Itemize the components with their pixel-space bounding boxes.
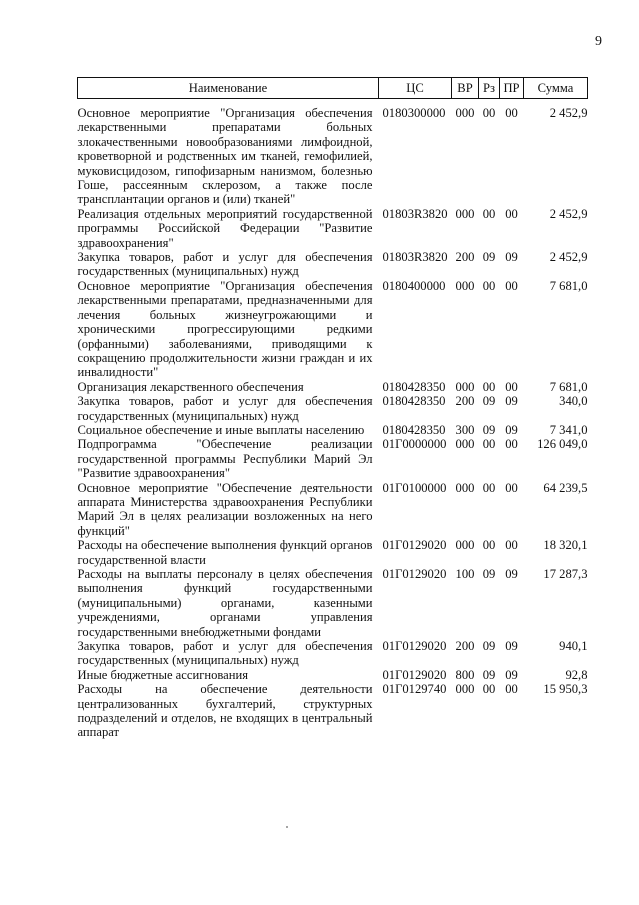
cell-vr: 000 bbox=[455, 379, 475, 394]
cell-cs: 0180400000 bbox=[382, 278, 446, 293]
header-sum: Сумма bbox=[524, 78, 588, 99]
table-row bbox=[78, 668, 588, 682]
cell-rz: 00 bbox=[482, 379, 496, 394]
table-row bbox=[78, 538, 588, 567]
cell-name: Расходы на обеспечение деятельности централизованных бухгалтерий, структурных подразделений и отделов, не входящих в центральный аппарат bbox=[77, 682, 373, 740]
table-header-row bbox=[78, 78, 588, 99]
cell-pr: 00 bbox=[505, 538, 518, 553]
cell-rz: 09 bbox=[482, 567, 496, 581]
cell-pr: 00 bbox=[505, 206, 518, 221]
cell-name: Закупка товаров, работ и услуг для обеспечения государственных (муниципальных) нужд bbox=[77, 250, 373, 279]
cell-pr: 00 bbox=[505, 682, 518, 697]
header-pr: ПР bbox=[500, 78, 524, 99]
cell-cs: 0180428350 bbox=[382, 379, 446, 394]
table-row bbox=[78, 380, 588, 394]
cell-name: Реализация отдельных мероприятий государственной программы Российской Федерации "Развитие здравоохранения" bbox=[77, 206, 373, 250]
cell-sum: 15 950,3 bbox=[543, 682, 588, 697]
cell-cs: 01Г0129020 bbox=[382, 538, 447, 553]
cell-sum: 17 287,3 bbox=[543, 567, 588, 581]
cell-name: Подпрограмма "Обеспечение реализации государственной программы Республики Марий Эл "Развитие здравоохранения" bbox=[77, 437, 373, 481]
cell-sum: 2 452,9 bbox=[549, 206, 588, 221]
cell-pr: 09 bbox=[505, 567, 518, 581]
cell-pr: 09 bbox=[505, 394, 518, 409]
cell-sum: 940,1 bbox=[559, 639, 588, 654]
cell-vr: 000 bbox=[455, 538, 475, 553]
cell-sum: 2 452,9 bbox=[549, 250, 588, 265]
table-row bbox=[78, 279, 588, 380]
cell-vr: 000 bbox=[455, 206, 475, 221]
cell-name: Закупка товаров, работ и услуг для обеспечения государственных (муниципальных) нужд bbox=[77, 639, 373, 668]
cell-rz: 00 bbox=[482, 206, 496, 221]
table-row bbox=[78, 639, 588, 668]
cell-cs: 0180300000 bbox=[382, 106, 446, 120]
header-cs: ЦС bbox=[379, 78, 452, 99]
cell-sum: 340,0 bbox=[559, 394, 588, 409]
cell-name: Основное мероприятие "Организация обеспечения лекарственными препаратами больных злокачественными новообразованиями лимфоидной, кроветворной и родственных им тканей, гемофилией, муковисцидозом, гипофизарным нанизмом, болезнью Гоше, рассеянным склерозом, а также после трансплантации органов и (или) тканей" bbox=[77, 106, 373, 207]
cell-name: Основное мероприятие "Организация обеспечения лекарственными препаратами, предназначенными для лечения больных жизнеугрожающими и хроническими прогрессирующими редкими (орфанными) заболеваниями, приводящими к сокращению продолжительности жизни граждан и их инвалидности" bbox=[77, 278, 373, 380]
cell-vr: 100 bbox=[455, 567, 475, 581]
cell-vr: 200 bbox=[455, 639, 475, 654]
cell-name: Социальное обеспечение и иные выплаты населению bbox=[77, 422, 365, 437]
cell-cs: 0180428350 bbox=[382, 394, 446, 409]
cell-cs: 01803R3820 bbox=[382, 250, 448, 265]
table-row bbox=[78, 682, 588, 740]
cell-pr: 09 bbox=[505, 667, 518, 682]
cell-rz: 00 bbox=[482, 106, 496, 120]
cell-pr: 00 bbox=[505, 480, 518, 495]
cell-rz: 00 bbox=[482, 538, 496, 553]
cell-pr: 09 bbox=[505, 639, 518, 654]
cell-name: Расходы на обеспечение выполнения функций органов государственной власти bbox=[77, 538, 373, 567]
table-row bbox=[78, 99, 588, 207]
cell-vr: 000 bbox=[455, 480, 475, 495]
cell-cs: 0180428350 bbox=[382, 422, 446, 437]
cell-vr: 000 bbox=[455, 682, 475, 697]
header-vr: ВР bbox=[452, 78, 479, 99]
cell-sum: 64 239,5 bbox=[543, 480, 588, 495]
cell-sum: 18 320,1 bbox=[543, 538, 588, 553]
table-row bbox=[78, 394, 588, 423]
cell-vr: 800 bbox=[455, 667, 475, 682]
cell-pr: 00 bbox=[505, 106, 518, 120]
cell-rz: 09 bbox=[482, 422, 496, 437]
cell-rz: 09 bbox=[482, 667, 496, 682]
cell-cs: 01Г0129020 bbox=[382, 567, 447, 581]
cell-cs: 01Г0000000 bbox=[382, 437, 447, 452]
cell-name: Иные бюджетные ассигнования bbox=[77, 667, 249, 682]
cell-cs: 01Г0100000 bbox=[382, 480, 447, 495]
cell-name: Расходы на выплаты персоналу в целях обеспечения выполнения функций государственными (муниципальными) органами, казенными учреждениями, органами управления государственными внебюджетными фондами bbox=[77, 567, 373, 639]
table-row bbox=[78, 481, 588, 539]
cell-name: Закупка товаров, работ и услуг для обеспечения государственных (муниципальных) нужд bbox=[77, 394, 373, 423]
cell-sum: 7 341,0 bbox=[549, 422, 588, 437]
cell-pr: 00 bbox=[505, 379, 518, 394]
cell-cs: 01Г0129740 bbox=[382, 682, 447, 697]
budget-table bbox=[77, 77, 588, 740]
cell-vr: 200 bbox=[455, 250, 475, 265]
cell-sum: 7 681,0 bbox=[549, 278, 588, 293]
cell-rz: 00 bbox=[482, 278, 496, 293]
cell-pr: 09 bbox=[505, 422, 518, 437]
cell-sum: 2 452,9 bbox=[549, 106, 588, 120]
table-row bbox=[78, 437, 588, 480]
cell-vr: 200 bbox=[455, 394, 475, 409]
cell-cs: 01803R3820 bbox=[382, 206, 448, 221]
cell-sum: 7 681,0 bbox=[549, 379, 588, 394]
table-row bbox=[78, 207, 588, 250]
cell-name: Основное мероприятие "Обеспечение деятельности аппарата Министерства здравоохранения Республики Марий Эл в целях реализации возложенных на него функций" bbox=[77, 480, 373, 538]
cell-vr: 000 bbox=[455, 278, 475, 293]
cell-pr: 00 bbox=[505, 278, 518, 293]
cell-rz: 09 bbox=[482, 639, 496, 654]
header-rz: Рз bbox=[479, 78, 500, 99]
table-row bbox=[78, 567, 588, 639]
cell-vr: 300 bbox=[455, 422, 475, 437]
cell-rz: 00 bbox=[482, 480, 496, 495]
cell-sum: 92,8 bbox=[565, 667, 588, 682]
cell-rz: 09 bbox=[482, 250, 496, 265]
table-row bbox=[78, 250, 588, 279]
cell-vr: 000 bbox=[455, 437, 475, 452]
header-name: Наименование bbox=[78, 78, 379, 99]
cell-pr: 00 bbox=[505, 437, 518, 452]
cell-rz: 00 bbox=[482, 682, 496, 697]
scan-dot bbox=[286, 826, 288, 828]
cell-rz: 09 bbox=[482, 394, 496, 409]
cell-name: Организация лекарственного обеспечения bbox=[77, 379, 304, 394]
cell-rz: 00 bbox=[482, 437, 496, 452]
page-number: 9 bbox=[595, 34, 602, 49]
table-row bbox=[78, 423, 588, 437]
cell-cs: 01Г0129020 bbox=[382, 667, 447, 682]
cell-sum: 126 049,0 bbox=[537, 437, 588, 452]
cell-vr: 000 bbox=[455, 106, 475, 120]
cell-pr: 09 bbox=[505, 250, 518, 265]
cell-cs: 01Г0129020 bbox=[382, 639, 447, 654]
